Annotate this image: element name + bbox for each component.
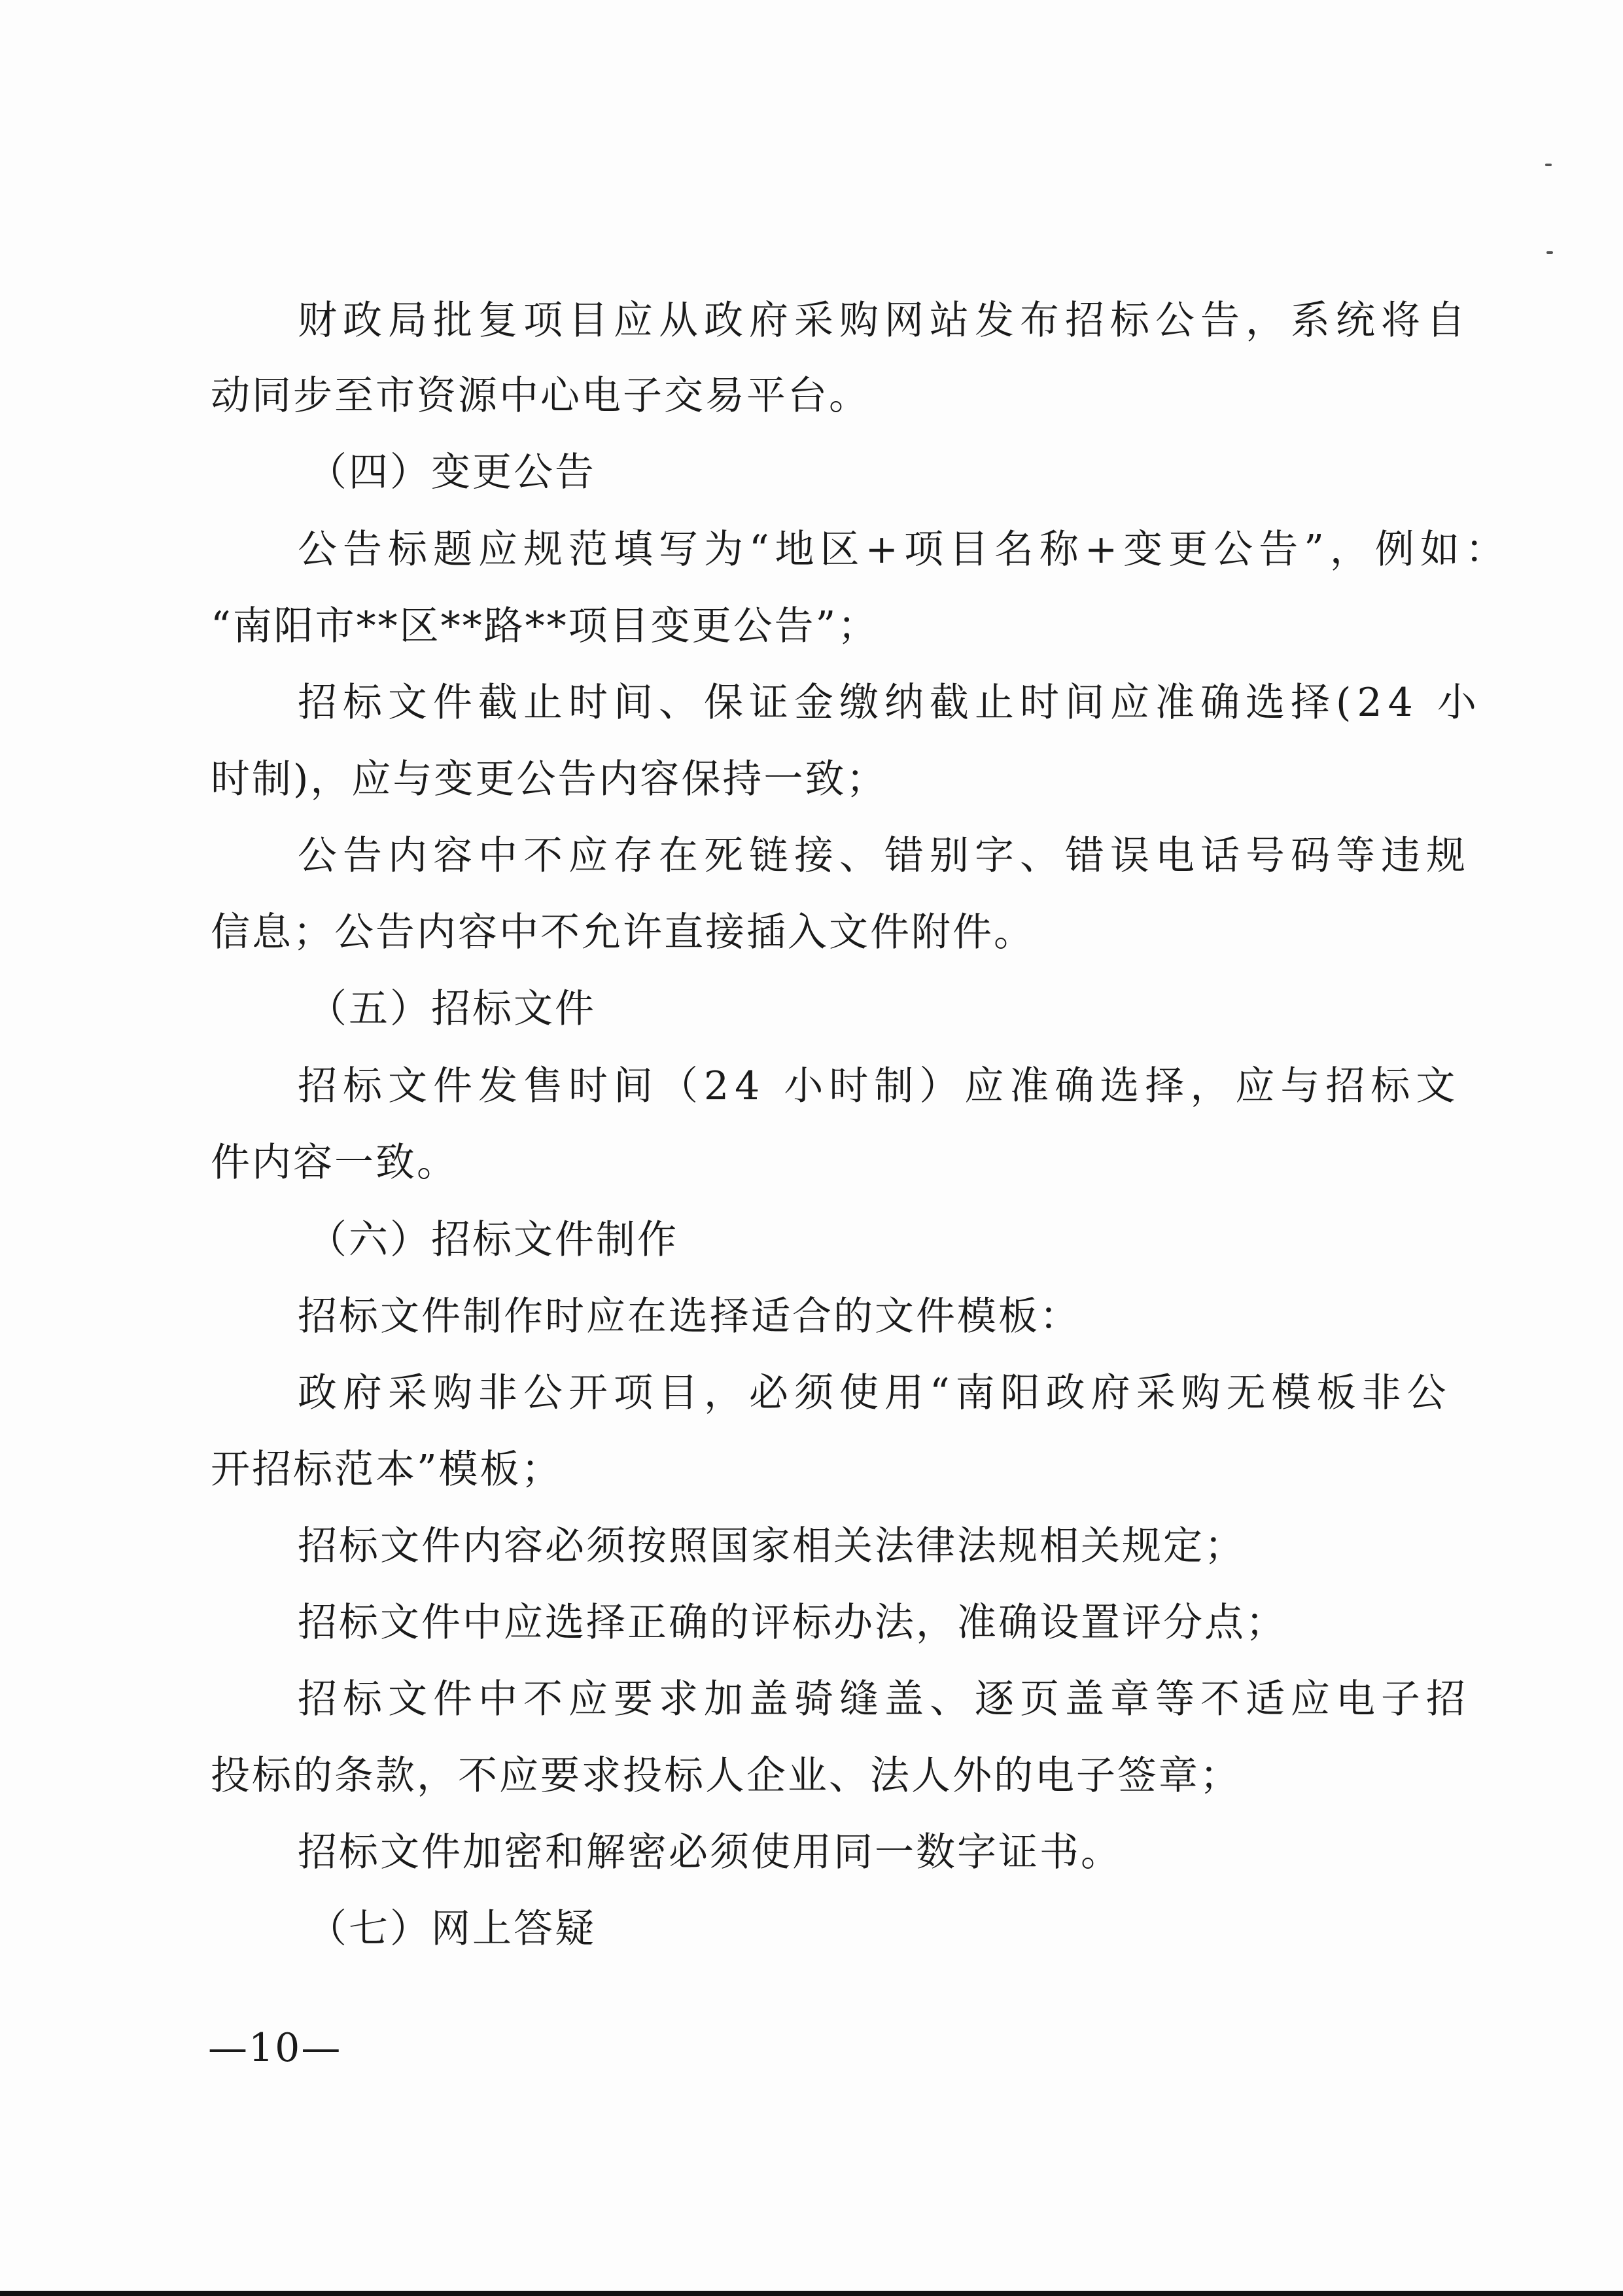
- paragraph-line: 公告标题应规范填写为“地区+项目名称+变更公告”，例如：: [298, 527, 1510, 573]
- paragraph-line: “南阳市**区**路**项目变更公告”；: [211, 603, 879, 649]
- paragraph-line: 招标文件中不应要求加盖骑缝盖、逐页盖章等不适应电子招: [298, 1676, 1471, 1722]
- paragraph-line: 招标文件加密和解密必须使用同一数字证书。: [298, 1829, 1122, 1875]
- paragraph-line: 投标的条款，不应要求投标人企业、法人外的电子签章；: [211, 1753, 1241, 1799]
- scan-bottom-edge: [0, 2291, 1623, 2296]
- page-number: —10—: [208, 2025, 342, 2071]
- scan-speck: [1545, 164, 1552, 166]
- paragraph-line: 招标文件截止时间、保证金缴纳截止时间应准确选择(24 小: [298, 680, 1482, 726]
- section-heading: （五）招标文件: [307, 986, 596, 1032]
- section-heading: （七）网上答疑: [307, 1906, 596, 1952]
- paragraph-line: 招标文件中应选择正确的评标办法，准确设置评分点；: [298, 1600, 1287, 1646]
- paragraph-line: 招标文件发售时间（24 小时制）应准确选择，应与招标文: [298, 1063, 1461, 1109]
- paragraph-line: 开招标范本”模板；: [211, 1447, 563, 1492]
- section-heading: （四）变更公告: [307, 450, 596, 495]
- paragraph-line: 公告内容中不应存在死链接、错别字、错误电话号码等违规: [298, 833, 1471, 879]
- paragraph-line: 财政局批复项目应从政府采购网站发布招标公告，系统将自: [298, 298, 1471, 344]
- paragraph-line: 件内容一致。: [211, 1140, 458, 1186]
- paragraph-line: 时制)，应与变更公告内容保持一致；: [211, 756, 888, 802]
- scan-speck: [1546, 251, 1553, 254]
- paragraph-line: 政府采购非公开项目，必须使用“南阳政府采购无模板非公: [298, 1370, 1452, 1416]
- paragraph-line: 招标文件制作时应在选择适合的文件模板：: [298, 1294, 1081, 1339]
- section-heading: （六）招标文件制作: [307, 1217, 678, 1263]
- paragraph-line: 招标文件内容必须按照国家相关法律法规相关规定；: [298, 1523, 1246, 1569]
- paragraph-line: 信息；公告内容中不允许直接插入文件附件。: [211, 910, 1035, 955]
- paragraph-line: 动同步至市资源中心电子交易平台。: [211, 373, 870, 419]
